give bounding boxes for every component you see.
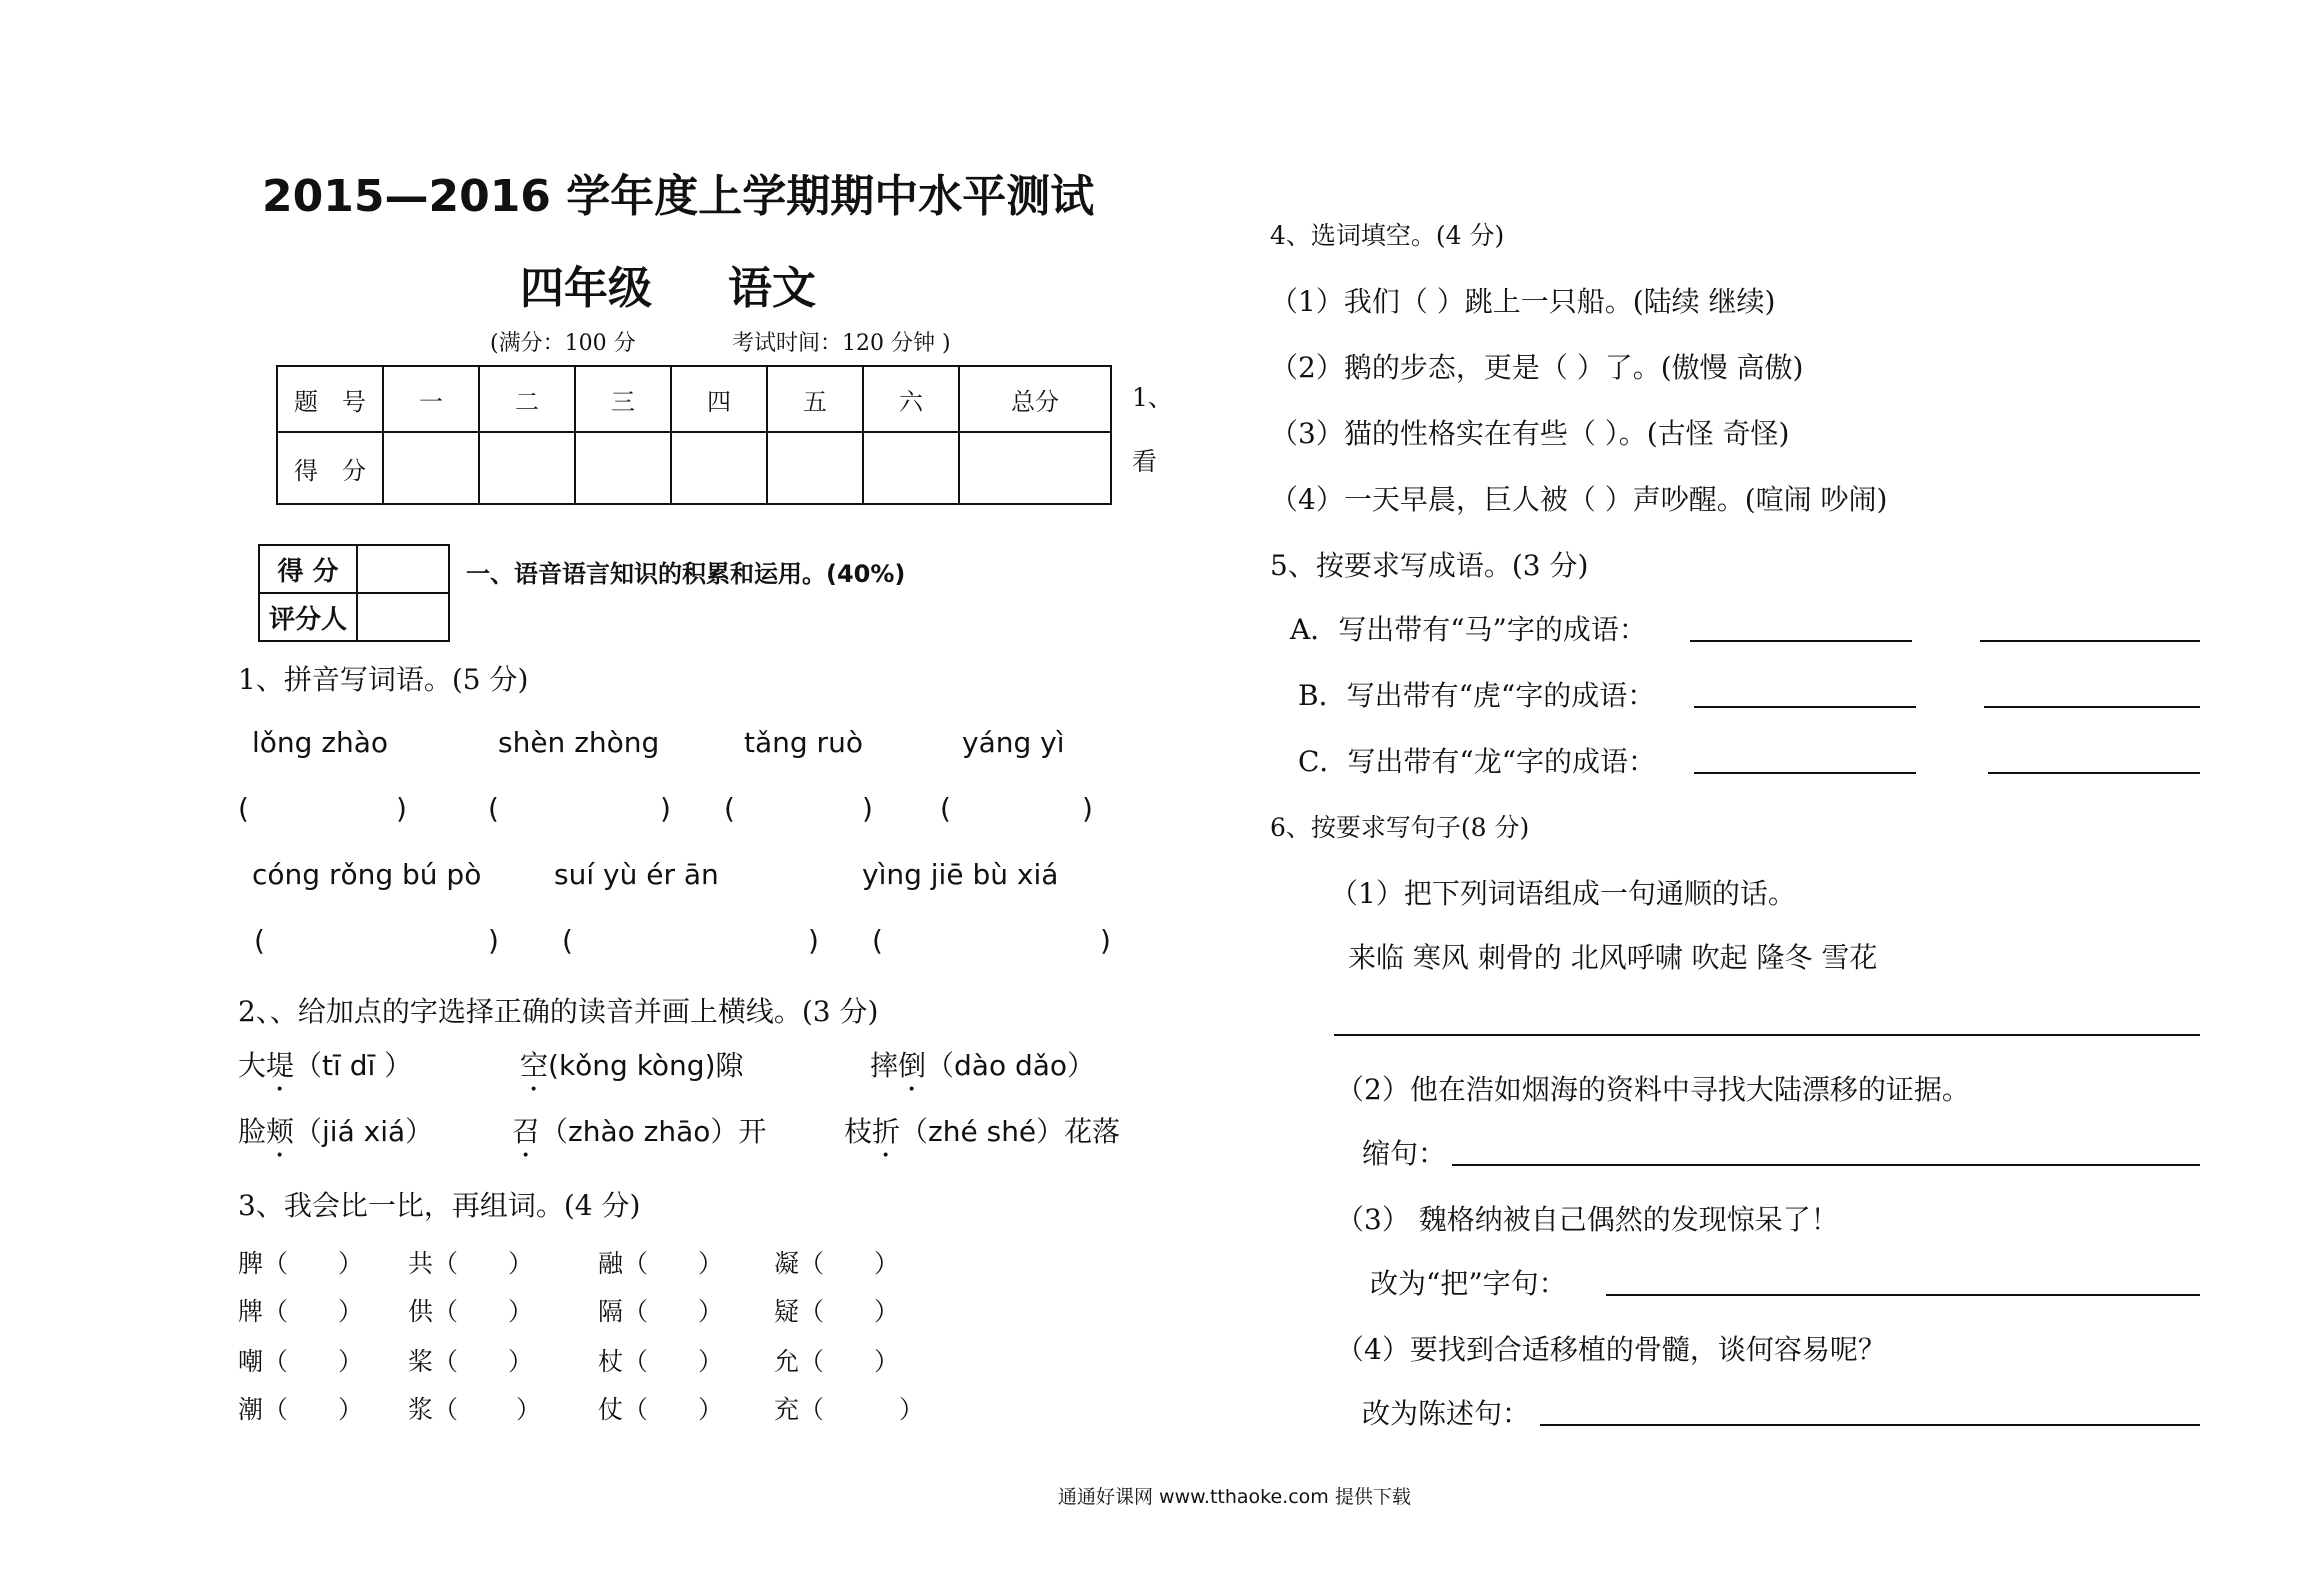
- answer-paren-close: ): [1082, 792, 1093, 825]
- score-col-5: 五: [767, 366, 863, 432]
- sentence-prompt: （4）要找到合适移植的骨髓，谈何容易呢？: [1336, 1333, 1886, 1366]
- footer-source: 通通好课网 www.tthaoke.com 提供下载: [1058, 1486, 1411, 1508]
- answer-paren-open: (: [872, 924, 883, 957]
- answer-line[interactable]: [1690, 640, 1912, 642]
- fill-word-item: （1）我们（ ）跳上一只船。(陆续 继续): [1270, 285, 1776, 318]
- compare-char: 脾（ ）: [238, 1249, 364, 1278]
- score-col-1: 一: [383, 366, 479, 432]
- score-cell[interactable]: [575, 432, 671, 504]
- idiom-item: A．写出带有“马”字的成语：: [1290, 613, 1647, 646]
- compare-char: 浆（ ）: [408, 1395, 541, 1424]
- answer-line[interactable]: [1694, 706, 1916, 708]
- answer-paren-close: ): [660, 792, 671, 825]
- pinyin-item: tǎng ruò: [744, 726, 863, 759]
- q2-title: 2、、给加点的字选择正确的读音并画上横线。(3 分): [238, 995, 879, 1028]
- compare-char: 杖（ ）: [598, 1347, 724, 1376]
- pinyin-item: yìng jiē bù xiá: [862, 858, 1059, 891]
- compare-char: 桨（ ）: [408, 1347, 534, 1376]
- sentence-prompt: （1）把下列词语组成一句通顺的话。: [1330, 877, 1796, 910]
- grader-score-cell[interactable]: [357, 545, 449, 593]
- grader-name-label: 评分人: [259, 593, 357, 641]
- score-cell[interactable]: [479, 432, 575, 504]
- answer-label: 缩句：: [1362, 1137, 1447, 1170]
- pronunciation-item: 枝折（zhé shé）花落: [844, 1115, 1121, 1148]
- answer-paren-close: ): [862, 792, 873, 825]
- pronunciation-item: 召（zhào zhāo）开: [512, 1115, 767, 1148]
- answer-line[interactable]: [1452, 1164, 2200, 1166]
- fill-word-item: （2）鹅的步态，更是（ ）了。(傲慢 高傲): [1270, 351, 1804, 384]
- answer-paren-open: (: [254, 924, 265, 957]
- compare-char: 充（ ）: [774, 1395, 925, 1424]
- answer-paren-close: ): [488, 924, 499, 957]
- score-cell[interactable]: [863, 432, 959, 504]
- answer-paren-close: ): [396, 792, 407, 825]
- pinyin-item: shèn zhòng: [498, 726, 660, 759]
- compare-char: 牌（ ）: [238, 1297, 364, 1326]
- score-cell[interactable]: [671, 432, 767, 504]
- score-cell[interactable]: [959, 432, 1111, 504]
- score-cell[interactable]: [383, 432, 479, 504]
- answer-line[interactable]: [1694, 772, 1916, 774]
- answer-paren-open: (: [940, 792, 951, 825]
- answer-paren-open: (: [724, 792, 735, 825]
- answer-line[interactable]: [1540, 1424, 2200, 1426]
- q5-title: 5、按要求写成语。(3 分): [1270, 549, 1589, 582]
- answer-line[interactable]: [1984, 706, 2200, 708]
- grader-score-label: 得 分: [259, 545, 357, 593]
- side-note-number: 1、: [1132, 383, 1173, 412]
- pronunciation-item: 大堤（tī dī ）: [238, 1049, 413, 1082]
- score-cell[interactable]: [767, 432, 863, 504]
- answer-line[interactable]: [1988, 772, 2200, 774]
- score-row-label-question: 题 号: [277, 366, 383, 432]
- answer-label: 改为“把”字句：: [1370, 1267, 1567, 1300]
- score-row-label-score: 得 分: [277, 432, 383, 504]
- answer-line[interactable]: [1980, 640, 2200, 642]
- full-score: (满分：100 分: [490, 331, 636, 356]
- side-note-char: 看: [1132, 447, 1158, 476]
- section1-heading: 一、语音语言知识的积累和运用。(40%): [466, 560, 906, 588]
- pinyin-item: lǒng zhào: [252, 726, 389, 759]
- sentence-prompt: （2）他在浩如烟海的资料中寻找大陆漂移的证据。: [1336, 1073, 1970, 1106]
- compare-char: 供（ ）: [408, 1297, 534, 1326]
- compare-char: 潮（ ）: [238, 1395, 364, 1424]
- q1-title: 1、拼音写词语。(5 分): [238, 663, 529, 696]
- answer-paren-open: (: [488, 792, 499, 825]
- pinyin-item: suí yù ér ān: [554, 858, 719, 891]
- pronunciation-item: 空(kǒng kòng)隙: [520, 1049, 744, 1082]
- pronunciation-item: 摔倒（dào dǎo）: [870, 1049, 1096, 1082]
- fill-word-item: （3）猫的性格实在有些（ ）。(古怪 奇怪): [1270, 417, 1790, 450]
- pinyin-item: yáng yì: [962, 726, 1065, 759]
- answer-label: 改为陈述句：: [1362, 1397, 1531, 1430]
- score-col-4: 四: [671, 366, 767, 432]
- compare-char: 隔（ ）: [598, 1297, 724, 1326]
- q4-title: 4、选词填空。(4 分): [1270, 221, 1505, 250]
- compare-char: 仗（ ）: [598, 1395, 724, 1424]
- score-col-total: 总分: [959, 366, 1111, 432]
- sentence-prompt: （3） 魏格纳被自己偶然的发现惊呆了！: [1336, 1203, 1839, 1236]
- answer-paren-open: (: [562, 924, 573, 957]
- compare-char: 融（ ）: [598, 1249, 724, 1278]
- exam-title: 2015—2016 学年度上学期期中水平测试: [262, 171, 1095, 222]
- grade-label: 四年级: [520, 263, 652, 314]
- score-col-2: 二: [479, 366, 575, 432]
- answer-line[interactable]: [1334, 1034, 2200, 1036]
- pronunciation-item: 脸颊（jiá xiá）: [238, 1115, 434, 1148]
- compare-char: 疑（ ）: [774, 1297, 900, 1326]
- fill-word-item: （4）一天早晨，巨人被（ ）声吵醒。(喧闹 吵闹): [1270, 483, 1888, 516]
- answer-paren-close: ): [808, 924, 819, 957]
- grader-box: [258, 544, 450, 642]
- answer-paren-open: (: [238, 792, 249, 825]
- exam-time: 考试时间：120 分钟 ): [732, 331, 951, 356]
- q3-title: 3、我会比一比，再组词。(4 分): [238, 1189, 641, 1222]
- answer-paren-close: ): [1100, 924, 1111, 957]
- score-col-6: 六: [863, 366, 959, 432]
- idiom-item: C．写出带有“龙“字的成语：: [1298, 745, 1657, 778]
- grader-name-cell[interactable]: [357, 593, 449, 641]
- compare-char: 允（ ）: [774, 1347, 900, 1376]
- compare-char: 共（ ）: [408, 1249, 534, 1278]
- word-list: 来临 寒风 刺骨的 北风呼啸 吹起 隆冬 雪花: [1348, 941, 1878, 974]
- q6-title: 6、按要求写句子(8 分): [1270, 813, 1530, 842]
- answer-line[interactable]: [1606, 1294, 2200, 1296]
- subject-label: 语文: [728, 263, 816, 314]
- compare-char: 凝（ ）: [774, 1249, 900, 1278]
- score-col-3: 三: [575, 366, 671, 432]
- pinyin-item: cóng rǒng bú pò: [252, 858, 482, 891]
- compare-char: 嘲（ ）: [238, 1347, 364, 1376]
- score-table: [276, 365, 1112, 505]
- idiom-item: B．写出带有“虎“字的成语：: [1298, 679, 1656, 712]
